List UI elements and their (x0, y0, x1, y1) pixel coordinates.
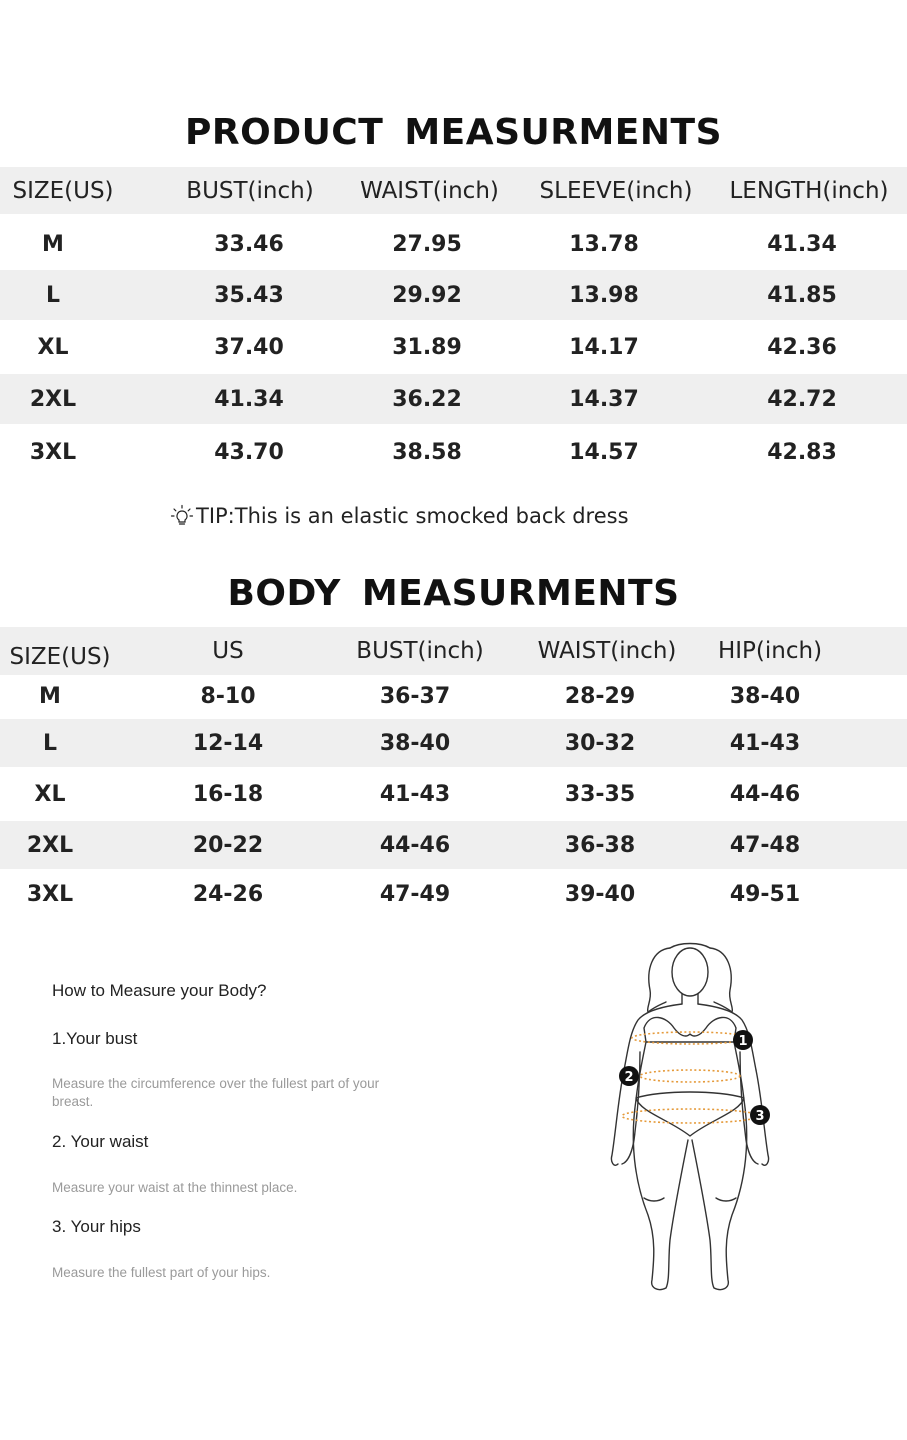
product-header-row (0, 167, 907, 214)
body-header-waist: WAIST(inch) (537, 638, 677, 664)
table-row (0, 675, 907, 717)
body-waist: 33-35 (564, 781, 636, 807)
table-row (0, 322, 907, 372)
table-row (0, 768, 907, 820)
tip-note (170, 504, 629, 528)
body-header-size: SIZE(US) (9, 644, 111, 670)
product-size: M (42, 231, 64, 257)
step-waist-title: 2. Your waist (52, 1132, 149, 1151)
body-header-hip: HIP(inch) (717, 638, 823, 664)
step-bust-title: 1.Your bust (52, 1029, 138, 1048)
product-header-bust: BUST(inch) (186, 177, 314, 204)
product-sleeve: 13.98 (569, 282, 639, 308)
body-size: 3XL (26, 881, 74, 907)
howto-question: How to Measure your Body? (52, 981, 267, 1000)
body-bust: 36-37 (379, 683, 451, 709)
body-us: 24-26 (192, 881, 264, 907)
body-waist: 28-29 (564, 683, 636, 709)
product-sleeve: 14.37 (569, 386, 639, 412)
marker-1 (733, 1030, 753, 1050)
table-row (0, 219, 907, 269)
body-figure-illustration (600, 940, 780, 1300)
body-hip: 41-43 (729, 730, 801, 756)
body-hip: 47-48 (729, 832, 801, 858)
product-header-waist: WAIST(inch) (360, 177, 499, 204)
marker-3-label: 3 (755, 1109, 765, 1124)
marker-3 (750, 1105, 770, 1125)
body-hip: 38-40 (729, 683, 801, 709)
product-length: 41.85 (767, 282, 837, 308)
body-hip: 49-51 (729, 881, 801, 907)
product-sleeve: 14.17 (569, 334, 639, 360)
body-bust: 44-46 (379, 832, 451, 858)
step-waist-desc: Measure your waist at the thinnest place. (52, 1180, 298, 1195)
body-bust: 47-49 (379, 881, 451, 907)
product-bust: 43.70 (214, 439, 284, 465)
table-row (0, 870, 907, 918)
product-title: PRODUCT MEASURMENTS (184, 112, 723, 153)
product-header-size: SIZE(US) (12, 177, 114, 204)
product-size: 3XL (29, 439, 77, 465)
body-waist: 39-40 (564, 881, 636, 907)
body-waist: 36-38 (564, 832, 636, 858)
product-waist: 38.58 (392, 439, 462, 465)
product-waist: 29.92 (392, 282, 462, 308)
lightbulb-icon (170, 504, 194, 528)
body-header-us: US (212, 638, 244, 664)
marker-1-label: 1 (738, 1034, 748, 1049)
body-header-bust: BUST(inch) (356, 638, 484, 664)
tip-text: TIP:This is an elastic smocked back dress (196, 504, 629, 528)
body-us: 16-18 (192, 781, 264, 807)
marker-2 (619, 1066, 639, 1086)
table-row (0, 270, 907, 320)
body-hip: 44-46 (729, 781, 801, 807)
product-bust: 37.40 (214, 334, 284, 360)
table-row (0, 719, 907, 767)
table-row (0, 374, 907, 424)
product-waist: 27.95 (392, 231, 462, 257)
step-hips-desc: Measure the fullest part of your hips. (52, 1265, 271, 1280)
body-size: L (42, 730, 58, 756)
step-bust-desc: Measure the circumference over the fullest part of your breast. (52, 1076, 380, 1109)
product-header-length: LENGTH(inch) (729, 177, 889, 204)
product-size: 2XL (29, 386, 77, 412)
product-length: 42.36 (767, 334, 837, 360)
step-hips-title: 3. Your hips (52, 1217, 141, 1236)
product-length: 41.34 (767, 231, 837, 257)
product-length: 42.72 (767, 386, 837, 412)
product-size: L (45, 282, 61, 308)
body-us: 20-22 (192, 832, 264, 858)
body-bust: 41-43 (379, 781, 451, 807)
body-title: BODY MEASURMENTS (227, 573, 680, 614)
table-row (0, 821, 907, 869)
product-waist: 36.22 (392, 386, 462, 412)
body-header-row (0, 627, 907, 675)
body-us: 12-14 (192, 730, 264, 756)
body-waist: 30-32 (564, 730, 636, 756)
body-bust: 38-40 (379, 730, 451, 756)
body-size: 2XL (26, 832, 74, 858)
body-size: M (39, 683, 61, 709)
marker-2-label: 2 (624, 1070, 634, 1085)
table-row (0, 426, 907, 478)
product-bust: 35.43 (214, 282, 284, 308)
product-size: XL (37, 334, 69, 360)
product-bust: 33.46 (214, 231, 284, 257)
product-sleeve: 14.57 (569, 439, 639, 465)
product-waist: 31.89 (392, 334, 462, 360)
body-us: 8-10 (200, 683, 256, 709)
product-bust: 41.34 (214, 386, 284, 412)
product-header-sleeve: SLEEVE(inch) (539, 177, 693, 204)
product-length: 42.83 (767, 439, 837, 465)
body-size: XL (34, 781, 66, 807)
product-sleeve: 13.78 (569, 231, 639, 257)
